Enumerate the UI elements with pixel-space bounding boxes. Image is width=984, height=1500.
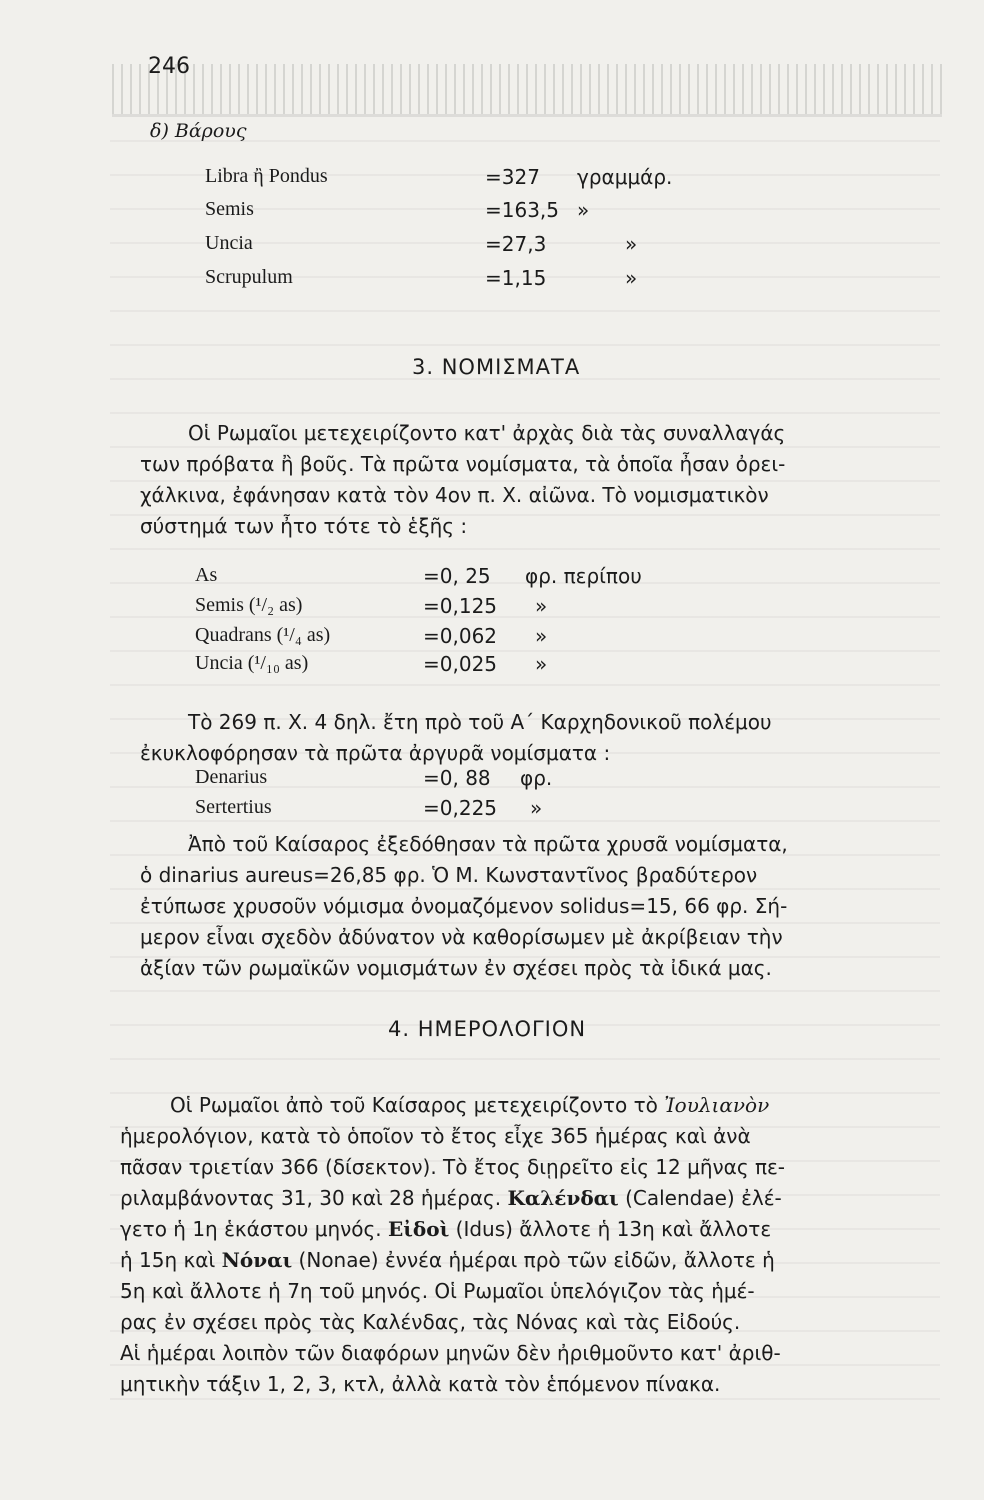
weight-unit: » — [625, 232, 638, 256]
text-segment: Οἱ Ρωμαῖοι ἀπὸ τοῦ Καίσαρος μετεχειρίζοντο τὸ — [170, 1093, 665, 1117]
coin-unit: » — [535, 594, 548, 618]
text-line: ἐκυκλοφόρησαν τὰ πρῶτα ἀργυρᾶ νομίσματα : — [140, 741, 611, 765]
header-ornament — [112, 64, 942, 117]
weight-unit: γραμμάρ. — [577, 165, 673, 189]
text-line: μερον εἶναι σχεδὸν ἀδύνατον νὰ καθορίσωμεν μὲ ἀκρίβειαν τὴν — [140, 925, 783, 949]
weight-value: =163,5 — [485, 198, 560, 222]
text-line — [120, 1090, 785, 1121]
text-line: ρας ἐν σχέσει πρὸς τὰς Καλένδας, τὰς Νόνας καὶ τὰς Εἰδούς. — [120, 1310, 741, 1334]
weight-value: =1,15 — [485, 266, 547, 290]
weights-heading: δ) Βάρους — [150, 120, 247, 142]
text-line — [120, 1214, 785, 1245]
coin-unit: » — [535, 652, 548, 676]
coin-name: Sertertius — [195, 796, 272, 818]
coin-unit: » — [530, 796, 543, 820]
coin-value: =0,062 — [423, 624, 498, 648]
weight-name: Libra ἢ Pondus — [205, 165, 328, 187]
coin-value: =0,125 — [423, 594, 498, 618]
coin-value: =0, 25 — [423, 564, 491, 588]
weight-value: =27,3 — [485, 232, 547, 256]
calendar-heading: 4. ΗΜΕΡΟΛΟΓΙΟΝ — [388, 1017, 587, 1041]
text-line: Αἱ ἡμέραι λοιπὸν τῶν διαφόρων μηνῶν δὲν ἠριθμοῦντο κατ' ἀριθ- — [120, 1341, 781, 1365]
coin-unit: » — [535, 624, 548, 648]
coin-name: As — [195, 564, 218, 586]
coin-value: =0,025 — [423, 652, 498, 676]
silver-intro-paragraph — [140, 707, 772, 769]
text-line: ἡμερολόγιον, κατὰ τὸ ὁποῖον τὸ ἔτος εἶχε 365 ἡμέρας καὶ ἀνὰ — [120, 1124, 751, 1148]
text-line: σύστημά των ἦτο τότε τὸ ἑξῆς : — [140, 514, 468, 538]
text-line: των πρόβατα ἢ βοῦς. Τὰ πρῶτα νομίσματα, τὰ ὁποῖα ἦσαν ὀρει- — [140, 452, 786, 476]
coins-intro-paragraph — [140, 418, 785, 542]
text-line: Οἱ Ρωμαῖοι μετεχειρίζοντο κατ' ἀρχὰς διὰ τὰς συναλλαγάς — [188, 421, 786, 445]
nonae-bold-term: Νόναι — [221, 1248, 293, 1272]
text-line: μητικὴν τάξιν 1, 2, 3, κτλ, ἀλλὰ κατὰ τὸν ἑπόμενον πίνακα. — [120, 1372, 721, 1396]
julian-italic-term: Ἰουλιανὸν — [664, 1093, 770, 1117]
text-segment: (Idus) ἄλλοτε ἡ 13η καὶ ἄλλοτε — [449, 1217, 772, 1241]
text-line: ἐτύπωσε χρυσοῦν νόμισμα ὀνομαζόμενον solidus=15, 66 φρ. Σή- — [140, 894, 788, 918]
weight-unit: » — [625, 266, 638, 290]
text-segment: (Calendae) ἐλέ- — [618, 1186, 782, 1210]
page-number: 246 — [148, 54, 190, 79]
idus-bold-term: Εἰδοὶ — [388, 1217, 450, 1241]
text-segment: (Nonae) ἐννέα ἡμέραι πρὸ τῶν εἰδῶν, ἄλλοτε ἡ — [292, 1248, 775, 1272]
gold-coins-paragraph — [140, 829, 788, 984]
kalendae-bold-term: Καλένδαι — [507, 1186, 619, 1210]
coin-unit: φρ. — [520, 766, 553, 790]
text-line: ἀξίαν τῶν ρωμαϊκῶν νομισμάτων ἐν σχέσει πρὸς τὰ ἰδικά μας. — [140, 956, 772, 980]
text-segment: γετο ἡ 1η ἑκάστου μηνός. — [120, 1217, 388, 1241]
weight-unit: » — [577, 198, 590, 222]
text-segment: ἡ 15η καὶ — [120, 1248, 222, 1272]
coin-name: Quadrans (¹/₄ as) — [195, 624, 331, 646]
text-line — [120, 1245, 785, 1276]
coin-unit: φρ. περίπου — [525, 564, 642, 588]
weight-value: =327 — [485, 165, 540, 189]
text-line — [120, 1183, 785, 1214]
weight-name: Scrupulum — [205, 266, 293, 288]
text-line: χάλκινα, ἐφάνησαν κατὰ τὸν 4ον π. Χ. αἰῶνα. Τὸ νομισματικὸν — [140, 483, 769, 507]
coin-value: =0,225 — [423, 796, 498, 820]
text-segment: ριλαμβάνοντας 31, 30 καὶ 28 ἡμέρας. — [120, 1186, 508, 1210]
text-line: Τὸ 269 π. Χ. 4 δηλ. ἔτη πρὸ τοῦ Α΄ Καρχηδονικοῦ πολέμου — [188, 710, 772, 734]
text-line: πᾶσαν τριετίαν 366 (δίσεκτον). Τὸ ἔτος διῃρεῖτο εἰς 12 μῆνας πε- — [120, 1155, 786, 1179]
weight-name: Uncia — [205, 232, 253, 254]
text-line: Ἀπὸ τοῦ Καίσαρος ἐξεδόθησαν τὰ πρῶτα χρυσᾶ νομίσματα, — [188, 832, 788, 856]
weight-name: Semis — [205, 198, 254, 220]
text-line: 5η καὶ ἄλλοτε ἡ 7η τοῦ μηνός. Οἱ Ρωμαῖοι ὑπελόγιζον τὰς ἡμέ- — [120, 1279, 755, 1303]
text-line: ὁ dinarius aureus=26,85 φρ. Ὁ Μ. Κωνσταντῖνος βραδύτερον — [140, 863, 758, 887]
coin-name: Uncia (¹/₁₀ as) — [195, 652, 309, 674]
calendar-paragraph — [120, 1090, 785, 1400]
coin-name: Denarius — [195, 766, 268, 788]
coin-name: Semis (¹/₂ as) — [195, 594, 303, 616]
coins-heading: 3. ΝΟΜΙΣΜΑΤΑ — [412, 355, 581, 379]
coin-value: =0, 88 — [423, 766, 491, 790]
